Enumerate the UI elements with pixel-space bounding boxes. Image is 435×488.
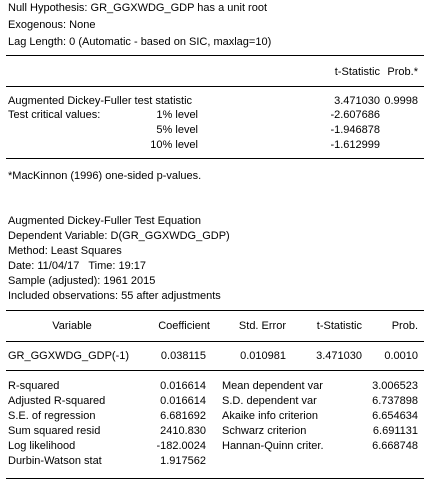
- stat-value: 6.737898: [372, 395, 418, 407]
- rule: [6, 158, 424, 159]
- stat-value: 2410.830: [160, 425, 206, 437]
- coef-row-coefficient: 0.038115: [160, 350, 206, 362]
- date-time-line: Date: 11/04/17 Time: 19:17: [8, 260, 146, 272]
- adf-col-prob: Prob.*: [387, 66, 418, 78]
- coef-row-variable: GR_GGXWDG_GDP(-1): [8, 350, 130, 362]
- stat-value: -182.0024: [156, 440, 206, 452]
- adf-stat-label: Augmented Dickey-Fuller test statistic: [8, 95, 193, 107]
- mackinnon-footnote: *MacKinnon (1996) one-sided p-values.: [8, 170, 202, 182]
- stat-value: 6.668748: [372, 440, 418, 452]
- stat-value: 3.006523: [372, 380, 418, 392]
- rule: [6, 310, 424, 311]
- stat-label: Durbin-Watson stat: [8, 455, 102, 467]
- coef-row-std-error: 0.010981: [240, 350, 286, 362]
- rule: [6, 341, 424, 342]
- equation-title: Augmented Dickey-Fuller Test Equation: [8, 215, 202, 227]
- stat-label: Sum squared resid: [8, 425, 101, 437]
- stat-value: 0.016614: [160, 380, 206, 392]
- stat-label: Adjusted R-squared: [8, 395, 106, 407]
- stat-label: S.E. of regression: [8, 410, 96, 422]
- coef-header-prob: Prob.: [391, 320, 418, 332]
- stat-label: Log likelihood: [8, 440, 76, 452]
- critical-value: -1.946878: [330, 124, 380, 136]
- stat-value: 6.681692: [160, 410, 206, 422]
- adf-col-tstat: t-Statistic: [334, 66, 380, 78]
- critical-value: -2.607686: [330, 109, 380, 121]
- stat-value: 1.917562: [160, 455, 206, 467]
- stat-value: 0.016614: [160, 395, 206, 407]
- stat-label: Akaike info criterion: [222, 410, 318, 422]
- rule: [6, 86, 424, 87]
- stat-label: Hannan-Quinn criter.: [222, 440, 324, 452]
- method-line: Method: Least Squares: [8, 245, 122, 257]
- exogenous-line: Exogenous: None: [8, 19, 96, 31]
- rule: [6, 478, 424, 479]
- critical-level: 5% level: [156, 124, 198, 136]
- stat-value: 6.654634: [372, 410, 418, 422]
- sample-line: Sample (adjusted): 1961 2015: [8, 275, 156, 287]
- rule: [6, 55, 424, 56]
- critical-level: 10% level: [150, 139, 198, 151]
- stat-label: Schwarz criterion: [222, 425, 307, 437]
- null-hypothesis: Null Hypothesis: GR_GGXWDG_GDP has a unit root: [8, 2, 268, 14]
- coef-row-prob: 0.0010: [384, 350, 418, 362]
- coef-header-tstat: t-Statistic: [316, 320, 362, 332]
- coef-header-variable: Variable: [52, 320, 92, 332]
- stat-value: 6.691131: [372, 425, 418, 437]
- adf-stat-prob: 0.9998: [384, 95, 418, 107]
- adf-stat-tstat: 3.471030: [334, 95, 380, 107]
- critical-value: -1.612999: [330, 139, 380, 151]
- coef-row-tstat: 3.471030: [316, 350, 362, 362]
- critical-level: 1% level: [156, 109, 198, 121]
- dependent-variable: Dependent Variable: D(GR_GGXWDG_GDP): [8, 230, 230, 242]
- stat-label: R-squared: [8, 380, 60, 392]
- stat-label: Mean dependent var: [222, 380, 323, 392]
- coef-header-coefficient: Coefficient: [158, 320, 210, 332]
- coef-header-std-error: Std. Error: [238, 320, 286, 332]
- stat-label: S.D. dependent var: [222, 395, 317, 407]
- observations-line: Included observations: 55 after adjustments: [8, 290, 221, 302]
- rule: [6, 370, 424, 371]
- lag-length-line: Lag Length: 0 (Automatic - based on SIC, maxlag=10): [8, 36, 272, 48]
- critical-values-label: Test critical values:: [8, 109, 101, 121]
